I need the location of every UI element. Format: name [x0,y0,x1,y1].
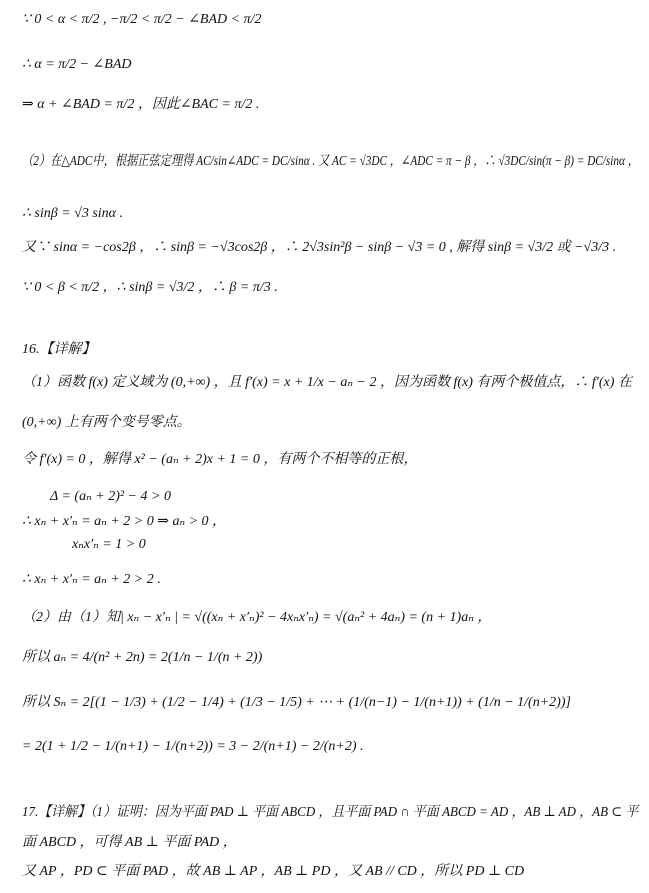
text-line: ∴ sinβ = √3 sinα . [22,206,124,221]
text-line: ∴ xₙ + x′ₙ = aₙ + 2 > 0 ⇒ aₙ > 0 ， [22,514,227,529]
text-line: (0,+∞) 上有两个变号零点。 [22,415,191,430]
text-line: 16.【详解】 [22,342,96,357]
text-line: Δ = (aₙ + 2)² − 4 > 0 [50,489,171,504]
text-line: 所以 aₙ = 4/(n² + 2n) = 2(1/n − 1/(n + 2)) [22,650,263,665]
text-line: （2）由（1）知| xₙ − x′ₙ | = √((xₙ + x′ₙ)² − 4xₙx′ₙ) = √(aₙ² + 4aₙ) = (n + 1)aₙ ， [22,610,492,625]
text-line: 17.【详解】（1）证明：因为平面 PAD ⊥ 平面 ABCD ，且平面 PAD ∩ 平面 ABCD = AD ，AB ⊥ AD ，AB ⊂ 平 [22,805,639,820]
text-line: 又∵ sinα = −cos2β ，∴ sinβ = −√3cos2β ，∴ 2√3sin²β − sinβ − √3 = 0 , 解得 sinβ = √3/2 或 −√3/3 . [22,240,617,255]
text-line: 面 ABCD ，可得 AB ⊥ 平面 PAD ， [22,835,237,850]
text-line: xₙx′ₙ = 1 > 0 [72,537,146,552]
text-line: ⇒ α + ∠BAD = π/2 ，因此∠BAC = π/2 . [22,97,260,112]
text-line: 所以 Sₙ = 2[(1 − 1/3) + (1/2 − 1/4) + (1/3 − 1/5) + ⋯ + (1/(n−1) − 1/(n+1)) + (1/n − 1/(n+2))] [22,695,571,710]
text-line: = 2(1 + 1/2 − 1/(n+1) − 1/(n+2)) = 3 − 2/(n+1) − 2/(n+2) . [22,739,364,754]
text-line: ∴ α = π/2 − ∠BAD [22,57,132,72]
text-line: ∵ 0 < α < π/2 , −π/2 < π/2 − ∠BAD < π/2 [22,12,262,27]
text-line: （1）函数 f(x) 定义域为 (0,+∞) ，且 f′(x) = x + 1/x − aₙ − 2 ，因为函数 f(x) 有两个极值点，∴ f′(x) 在 [22,375,632,390]
text-line: （2）在△ADC中，根据正弦定理得 AC/sin∠ADC = DC/sinα . 又 AC = √3DC ，∠ADC = π − β ，∴ √3DC/sin(π − β) = DC/sinα ， [22,154,639,169]
text-line: ∴ xₙ + x′ₙ = aₙ + 2 > 2 . [22,572,161,587]
text-line: ∵ 0 < β < π/2 ，∴ sinβ = √3/2 ，∴ β = π/3 . [22,280,278,295]
text-line: 又 AP ，PD ⊂ 平面 PAD ，故 AB ⊥ AP ，AB ⊥ PD ，又 AB // CD ，所以 PD ⊥ CD [22,864,525,879]
text-line: 令 f′(x) = 0 ，解得 x² − (aₙ + 2)x + 1 = 0 ，有两个不相等的正根， [22,452,418,467]
